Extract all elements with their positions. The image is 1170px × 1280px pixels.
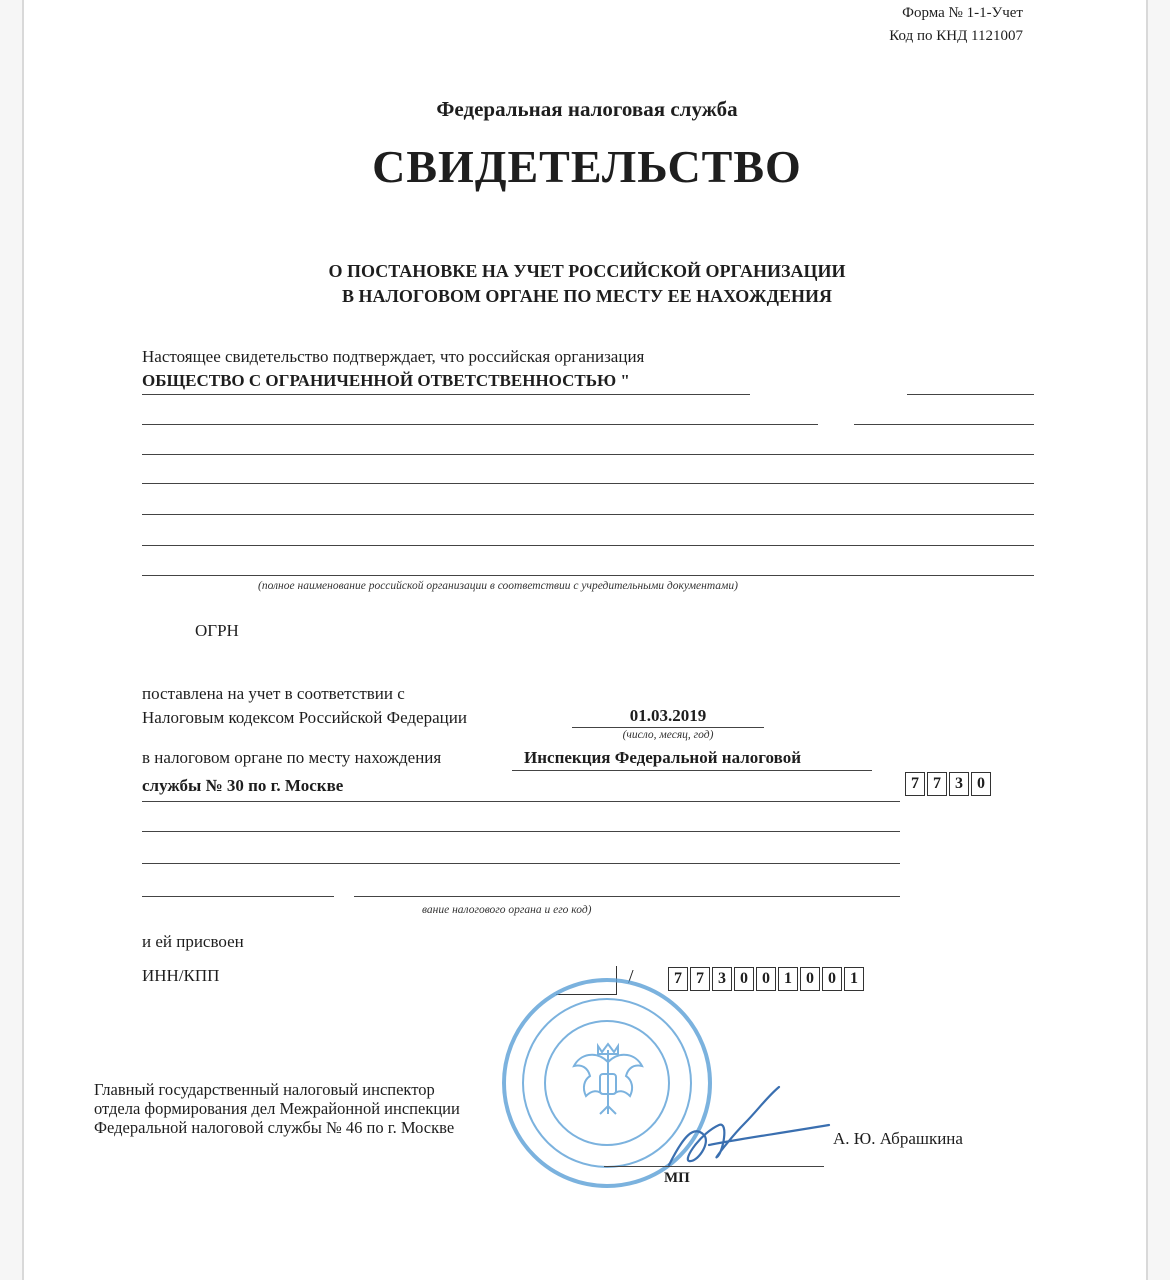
code-digit: 0 <box>971 772 991 796</box>
authority-line-4 <box>142 863 900 864</box>
org-line-4 <box>142 483 1034 484</box>
authority-line-5a <box>142 896 334 897</box>
kpp-digit: 7 <box>690 967 710 991</box>
authority-line-3 <box>142 831 900 832</box>
signatory-line-3: Федеральной налоговой службы № 46 по г. Москве <box>94 1118 455 1137</box>
subtitle-line-1: О ПОСТАНОВКЕ НА УЧЕТ РОССИЙСКОЙ ОРГАНИЗАЦИИ <box>328 261 846 281</box>
signatory-line-2: отдела формирования дел Межрайонной инспекции <box>94 1099 460 1118</box>
org-line-6 <box>142 545 1034 546</box>
org-name-underline <box>142 394 750 395</box>
kpp-digit: 0 <box>822 967 842 991</box>
assigned-label: и ей присвоен <box>142 932 244 951</box>
code-digit: 7 <box>927 772 947 796</box>
agency-name: Федеральная налоговая служба <box>436 97 738 121</box>
mp-label: МП <box>664 1170 690 1186</box>
org-name-line-right <box>907 394 1034 395</box>
code-digit: 3 <box>949 772 969 796</box>
kpp-digit: 1 <box>844 967 864 991</box>
authority-underline-1 <box>512 770 872 771</box>
authority-code-boxes <box>905 772 993 796</box>
org-line-2b <box>854 424 1034 425</box>
handwritten-signature <box>649 1075 849 1185</box>
kpp-digit: 0 <box>800 967 820 991</box>
document-title: СВИДЕТЕЛЬСТВО <box>372 141 802 192</box>
knd-code: Код по КНД 1121007 <box>889 28 1023 44</box>
registered-line-1: поставлена на учет в соответствии с <box>142 684 405 703</box>
inn-kpp-label: ИНН/КПП <box>142 966 220 985</box>
authority-caption: вание налогового органа и его код) <box>422 904 592 916</box>
inn-kpp-separator: / <box>628 966 634 988</box>
authority-line-5b <box>354 896 900 897</box>
date-underline <box>572 727 764 728</box>
signatory-name: А. Ю. Абрашкина <box>833 1129 963 1148</box>
signatory-line-1: Главный государственный налоговый инспектор <box>94 1080 435 1099</box>
kpp-digit: 1 <box>778 967 798 991</box>
kpp-digit: 7 <box>668 967 688 991</box>
registered-line-2: Налоговым кодексом Российской Федерации <box>142 708 467 727</box>
coat-of-arms-icon <box>568 1040 648 1124</box>
subtitle-line-2: В НАЛОГОВОМ ОРГАНЕ ПО МЕСТУ ЕЕ НАХОЖДЕНИЯ <box>342 286 832 306</box>
org-line-5 <box>142 514 1034 515</box>
registration-date: 01.03.2019 <box>629 706 707 725</box>
kpp-digit: 0 <box>756 967 776 991</box>
authority-name-2: службы № 30 по г. Москве <box>142 776 344 795</box>
kpp-digit: 3 <box>712 967 732 991</box>
kpp-digit: 0 <box>734 967 754 991</box>
confirm-text: Настоящее свидетельство подтверждает, что российская организация <box>142 347 645 366</box>
org-name-caption: (полное наименование российской организации в соответствии с учредительными документами) <box>258 580 738 592</box>
form-number: Форма № 1-1-Учет <box>902 5 1023 21</box>
authority-label: в налоговом органе по месту нахождения <box>142 748 442 767</box>
ogrn-label: ОГРН <box>195 621 239 640</box>
form-header <box>889 2 1023 48</box>
org-line-3 <box>142 454 1034 455</box>
authority-underline-2 <box>142 801 900 802</box>
date-caption: (число, месяц, год) <box>622 729 714 741</box>
org-line-7 <box>142 575 1034 576</box>
org-name: ОБЩЕСТВО С ОГРАНИЧЕННОЙ ОТВЕТСТВЕННОСТЬЮ " <box>142 371 630 390</box>
org-line-2 <box>142 424 818 425</box>
certificate-page <box>22 0 1148 1280</box>
code-digit: 7 <box>905 772 925 796</box>
document-subtitle <box>24 259 1150 309</box>
kpp-boxes <box>668 967 866 991</box>
authority-name-1: Инспекция Федеральной налоговой <box>524 748 801 767</box>
signatory-position <box>94 1080 460 1137</box>
